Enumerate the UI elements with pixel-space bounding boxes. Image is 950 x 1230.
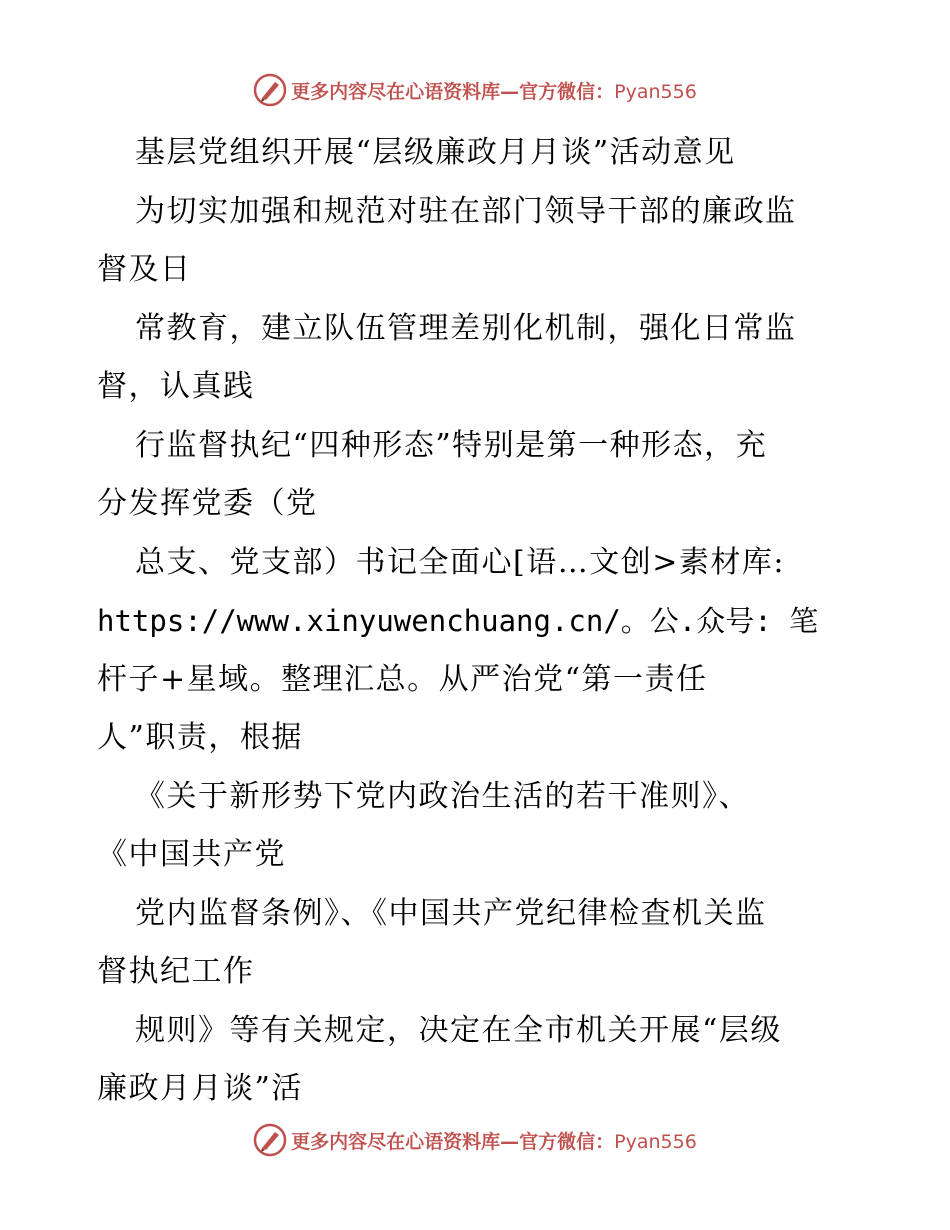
banner-slogan: 更多内容尽在心语资料库—官方微信： xyxy=(291,80,615,103)
banner-text xyxy=(291,1127,697,1154)
banner-slogan: 更多内容尽在心语资料库—官方微信： xyxy=(291,1130,615,1153)
text-line: 总支、党支部）书记全面心[语…文创>素材库: xyxy=(135,544,785,580)
footer-banner xyxy=(0,1120,950,1160)
document-title: 基层党组织开展“层级廉政月月谈”活动意见 xyxy=(135,135,736,170)
text-line: 常教育，建立队伍管理差别化机制，强化日常监 xyxy=(135,310,797,346)
banner-account: Pyan556 xyxy=(614,80,697,103)
text-line: 人”职责，根据 xyxy=(97,720,303,755)
pen-logo-icon xyxy=(253,1123,287,1157)
text-line: 督，认真践 xyxy=(97,369,255,404)
banner-text xyxy=(291,77,697,104)
text-line: 分发挥党委（党 xyxy=(97,486,318,521)
text-line: 为切实加强和规范对驻在部门领导干部的廉政监 xyxy=(135,193,797,229)
banner-account: Pyan556 xyxy=(614,1130,697,1153)
text-line: 规则》等有关规定，决定在全市机关开展“层级 xyxy=(135,1012,782,1048)
text-line: 杆子+星域。整理汇总。从严治党“第一责任 xyxy=(97,661,708,697)
text-line: 《中国共产党 xyxy=(97,837,286,872)
pen-logo-icon xyxy=(253,73,287,107)
text-line: 廉政月月谈”活 xyxy=(97,1071,303,1106)
text-line: 督及日 xyxy=(97,252,192,287)
text-line: 督执纪工作 xyxy=(97,954,255,989)
text-line-url: https://www.xinyuwenchuang.cn/。公.众号: 笔 xyxy=(97,604,819,638)
text-line: 《关于新形势下党内政治生活的若干准则》、 xyxy=(135,778,750,814)
text-line: 行监督执纪“四种形态”特别是第一种形态，充 xyxy=(135,427,768,463)
document-body xyxy=(97,124,897,1119)
text-line: 党内监督条例》、《中国共产党纪律检查机关监 xyxy=(135,895,767,931)
header-banner xyxy=(0,70,950,110)
